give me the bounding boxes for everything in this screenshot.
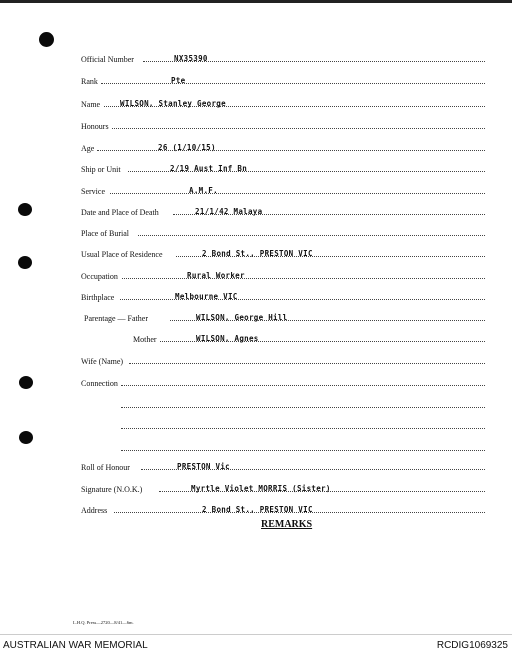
row-name	[81, 95, 485, 109]
row-occupation	[81, 267, 485, 281]
wife-label: Wife (Name)	[81, 357, 124, 366]
row-service	[81, 182, 485, 196]
age-value: 26 (1/10/15)	[158, 143, 216, 152]
mother-label: Mother	[133, 335, 157, 344]
footer-source: AUSTRALIAN WAR MEMORIAL	[3, 640, 148, 651]
service-value: A.M.F.	[189, 186, 218, 195]
row-death	[81, 203, 485, 217]
burial-label: Place of Burial	[81, 229, 129, 238]
punch-hole-2	[18, 256, 32, 269]
ship-or-unit-value: 2/19 Aust Inf Bn	[170, 164, 248, 173]
row-rank	[81, 72, 485, 86]
signature-label: Signature (N.O.K.)	[81, 485, 143, 494]
address-label: Address	[81, 506, 108, 515]
father-value: WILSON, George Hill	[196, 313, 288, 322]
punch-hole-1	[18, 203, 32, 216]
address-value: 2 Bond St., PRESTON VIC	[202, 505, 313, 514]
row-wife	[81, 352, 485, 366]
rank-value: Pte	[171, 76, 186, 85]
blank-line-3	[121, 439, 485, 453]
row-residence	[81, 245, 485, 259]
honours-label: Honours	[81, 122, 109, 131]
signature-value: Myrtle Violet MORRIS (Sister)	[191, 484, 331, 493]
residence-value: 2 Bond St., PRESTON VIC	[202, 249, 313, 258]
row-burial	[81, 224, 485, 238]
roll-value: PRESTON Vic	[177, 462, 230, 471]
footer-record-id: RCDIG1069325	[436, 640, 508, 651]
mother-value: WILSON, Agnes	[196, 334, 259, 343]
row-ship-or-unit	[81, 160, 485, 174]
service-label: Service	[81, 187, 105, 196]
father-label: Parentage — Father	[84, 314, 148, 323]
row-mother	[133, 330, 485, 344]
footer-bar	[0, 634, 512, 655]
official-number-value: NX35390	[174, 54, 208, 63]
birthplace-value: Melbourne VIC	[175, 292, 238, 301]
row-age	[81, 139, 485, 153]
roll-label: Roll of Honour	[81, 463, 130, 472]
blank-line-2	[121, 417, 485, 431]
death-value: 21/1/42 Malaya	[195, 207, 263, 216]
age-label: Age	[81, 144, 95, 153]
residence-label: Usual Place of Residence	[81, 250, 163, 259]
row-connection	[81, 374, 485, 388]
official-number-label: Official Number	[81, 55, 134, 64]
printer-note: L.H.Q. Press—2720—8/41—6m.	[73, 620, 134, 625]
punch-hole-3	[19, 376, 33, 389]
remarks-heading: REMARKS	[261, 519, 313, 530]
name-label: Name	[81, 100, 101, 109]
row-official-number	[81, 50, 485, 64]
row-signature	[81, 480, 485, 494]
connection-label: Connection	[81, 379, 118, 388]
row-honours	[81, 117, 485, 131]
rank-label: Rank	[81, 77, 98, 86]
punch-hole-4	[19, 431, 33, 444]
punch-hole-top	[39, 32, 54, 47]
top-edge	[0, 0, 512, 3]
occupation-value: Rural Worker	[187, 271, 245, 280]
row-father	[84, 309, 485, 323]
death-label: Date and Place of Death	[81, 208, 159, 217]
occupation-label: Occupation	[81, 272, 118, 281]
row-birthplace	[81, 288, 485, 302]
blank-line-1	[121, 396, 485, 410]
birthplace-label: Birthplace	[81, 293, 115, 302]
name-value: WILSON, Stanley George	[120, 99, 226, 108]
row-address	[81, 501, 485, 515]
ship-or-unit-label: Ship or Unit	[81, 165, 121, 174]
row-roll-of-honour	[81, 458, 485, 472]
